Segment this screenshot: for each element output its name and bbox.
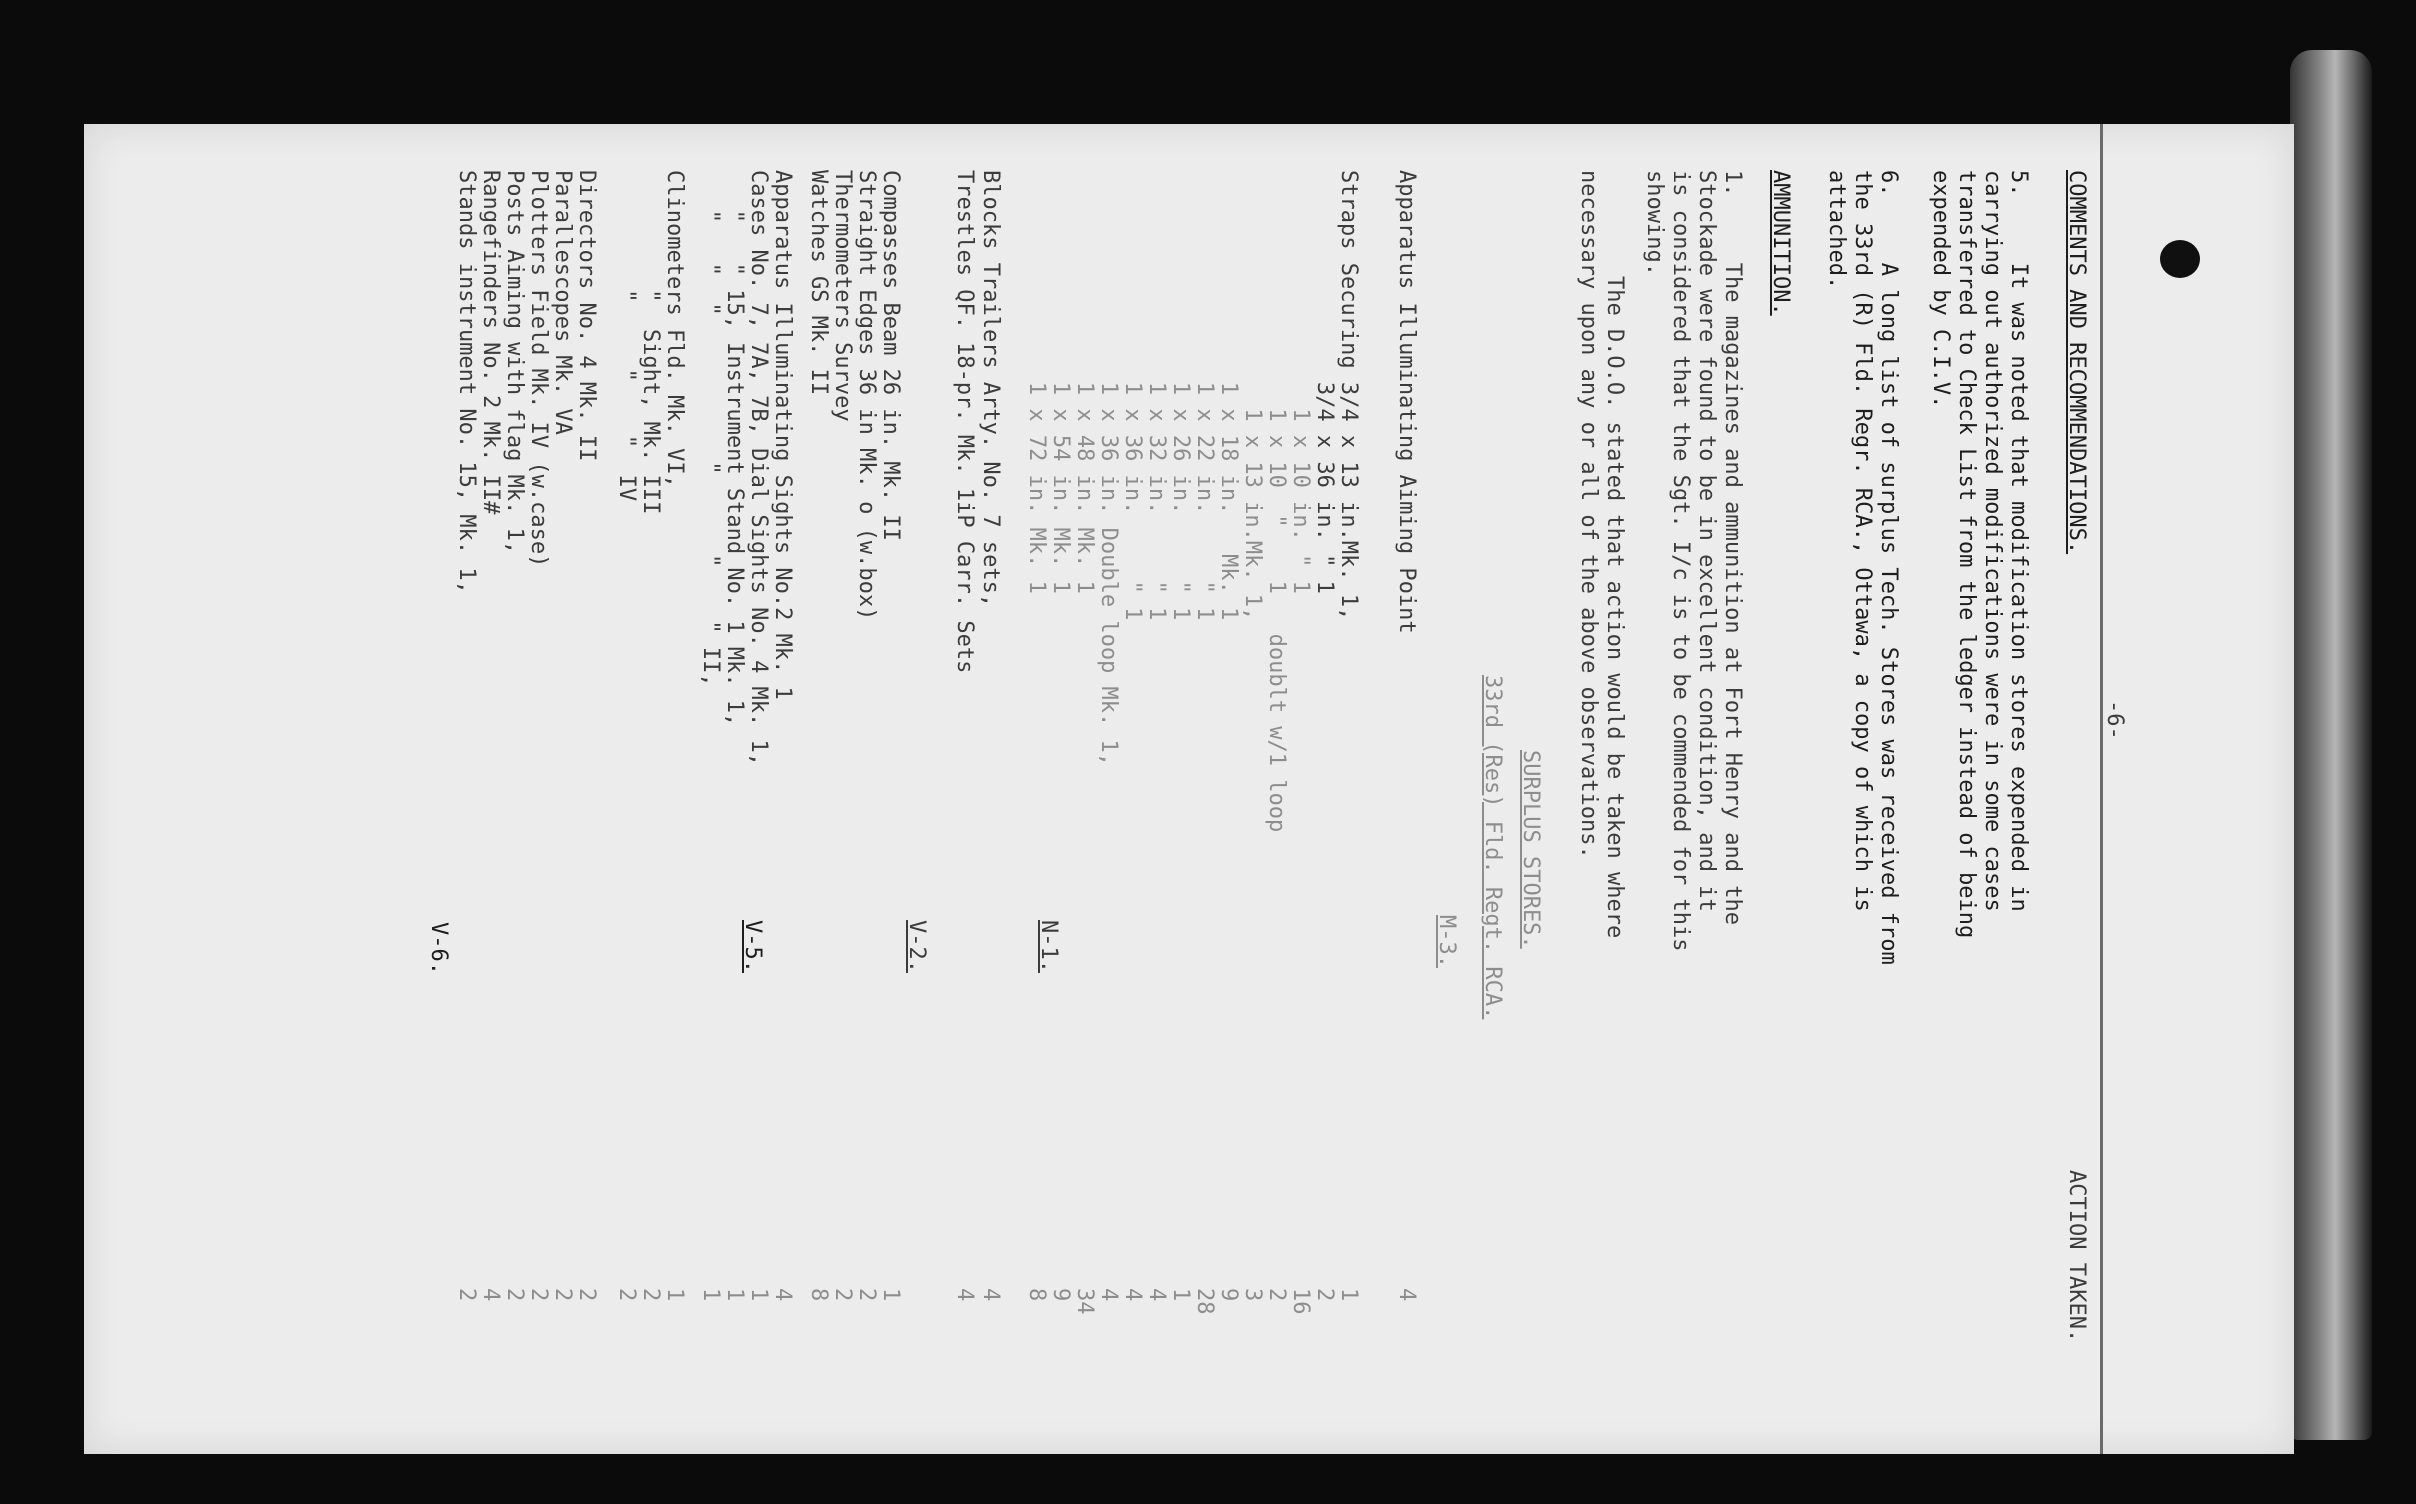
ammo-line-4: showing. [1642,170,1667,276]
store-qty: 2 [854,1288,879,1302]
store-line: 3/4 x 36 in. " 1 [1312,170,1337,594]
store-line: 1 x 18 in. Mk. 1 [1216,170,1241,621]
doc-line-1: The D.O.O. stated that action would be taken where [1602,170,1627,939]
doc-line-2: necessary upon any or all of the above observations. [1576,170,1601,859]
ammo-line-1: 1. The magazines and ammunition at Fort Henry and the [1720,170,1745,925]
store-line: Straps Securing 3/4 x 13 in.Mk. 1, [1336,170,1361,621]
ammo-line-3: is considered that the Sgt. I/c is to be commended for this [1668,170,1693,952]
store-qty: 34 [1072,1288,1097,1315]
store-qty: 2 [550,1288,575,1302]
ammunition-heading: AMMUNITION. [1768,170,1793,316]
store-line: 1 x 22 in. " 1 [1192,170,1217,621]
store-qty: 4 [1096,1288,1121,1302]
store-line: Straight Edges 36 in Mk. o (w.box) [854,170,879,621]
group-code: V-5. [740,920,765,973]
group-code: V-6. [426,922,451,975]
store-line: Directors No. 4 Mk. II [574,170,599,462]
page-number: -6- [2102,700,2127,740]
store-qty: 4 [978,1288,1003,1302]
group-code: M-3. [1434,915,1459,968]
store-qty: 8 [806,1288,831,1302]
store-line: Apparatus Illuminating Sights No.2 Mk. 1 [770,170,795,700]
store-line: Parallescopes Mk. VA [550,170,575,435]
store-qty: 2 [502,1288,527,1302]
p6-line-3: attached. [1824,170,1849,290]
store-qty: 1 [698,1288,723,1302]
store-qty: 2 [574,1288,599,1302]
store-qty: 2 [1312,1288,1337,1302]
p6-line-2: the 33rd (R) Fld. Regr. RCA., Ottawa, a copy of which is [1850,170,1875,912]
store-qty: 2 [614,1288,639,1302]
punch-hole-mark [2160,240,2200,278]
store-line: " " " " " " II, [698,170,723,687]
store-qty: 4 [952,1288,977,1302]
store-qty: 4 [770,1288,795,1302]
p5-line-3: transferred to Check List from the ledger instead of being [1954,170,1979,939]
group-code: N-1. [1036,920,1061,973]
action-heading: ACTION TAKEN. [2064,1170,2089,1343]
comments-heading: COMMENTS AND RECOMMENDATIONS. [2064,170,2089,555]
ammo-line-2: Stockade were found to be in excellent condition, and it [1694,170,1719,912]
store-qty: 1 [722,1288,747,1302]
surplus-title: SURPLUS STORES. [1518,750,1543,949]
p5-line-2: carrying out authorized modifications were in some cases [1980,170,2005,912]
store-qty: 8 [1024,1288,1049,1302]
store-line: 1 x 26 in. " 1 [1168,170,1193,621]
store-qty: 1 [662,1288,687,1302]
store-line: 1 x 10 " 1 doublt w/1 loop [1264,170,1289,833]
store-line: 1 x 13 in.Mk. 1, [1240,170,1265,621]
film-edge [2290,50,2372,1440]
store-line: " " " IV [614,170,639,502]
document-page [150,170,2130,1350]
store-qty: 2 [638,1288,663,1302]
surplus-unit: 33rd (Res) Fld. Regt. RCA. [1480,675,1505,1020]
store-qty: 1 [878,1288,903,1302]
store-line: Compasses Beam 26 in. Mk. II [878,170,903,541]
store-line: Trestles QF. 18-pr. Mk. 1iP Carr. Sets [952,170,977,674]
store-qty: 2 [1264,1288,1289,1302]
store-line: 1 x 36 in. " 1 [1120,170,1145,621]
p6-line-1: 6. A long list of surplus Tech. Stores was received from [1876,170,1901,965]
p5-line-1: 5. It was noted that modification stores expended in [2006,170,2031,912]
store-line: Plotters Field Mk. IV (w.case) [526,170,551,568]
store-line: Cases No. 7, 7A, 7B, Dial Sights No. 4 Mk. 1, [746,170,771,767]
store-qty: 4 [1120,1288,1145,1302]
store-qty: 1 [1168,1288,1193,1302]
store-qty: 9 [1048,1288,1073,1302]
store-qty: 3 [1240,1288,1265,1302]
store-line: " " 15, Instrument Stand No. 1 Mk. 1, [722,170,747,727]
store-qty: 4 [1394,1288,1419,1302]
store-line: Thermometers Survey [830,170,855,422]
store-line: Posts Aiming with flag Mk. 1, [502,170,527,555]
store-line: " Sight, Mk. III [638,170,663,515]
store-line: 1 x 48 in. Mk. 1 [1072,170,1097,594]
store-qty: 2 [526,1288,551,1302]
store-line: Watches GS Mk. II [806,170,831,396]
store-qty: 2 [454,1288,479,1302]
store-line: 1 x 36 in. Double loop Mk. 1, [1096,170,1121,767]
store-line: Rangefinders No. 2 Mk. II# [478,170,503,515]
store-qty: 28 [1192,1288,1217,1315]
store-line: Apparatus Illuminating Aiming Point [1394,170,1419,634]
store-qty: 16 [1288,1288,1313,1315]
store-qty: 4 [1144,1288,1169,1302]
store-line: 1 x 72 in. Mk. 1 [1024,170,1049,594]
store-line: Stands instrument No. 15, Mk. 1, [454,170,479,594]
store-line: 1 x 54 in. Mk. 1 [1048,170,1073,594]
store-line: Clinometers Fld. Mk. VI, [662,170,687,488]
store-qty: 1 [1336,1288,1361,1302]
store-qty: 1 [746,1288,771,1302]
store-qty: 2 [830,1288,855,1302]
store-qty: 4 [478,1288,503,1302]
p5-line-4: expended by C.I.V. [1928,170,1953,409]
group-code: V-2. [904,920,929,973]
store-line: 1 x 10 in. " 1 [1288,170,1313,594]
store-line: Blocks Trailers Arty. No. 7 sets, [978,170,1003,608]
store-line: 1 x 32 in. " 1 [1144,170,1169,621]
store-qty: 9 [1216,1288,1241,1302]
